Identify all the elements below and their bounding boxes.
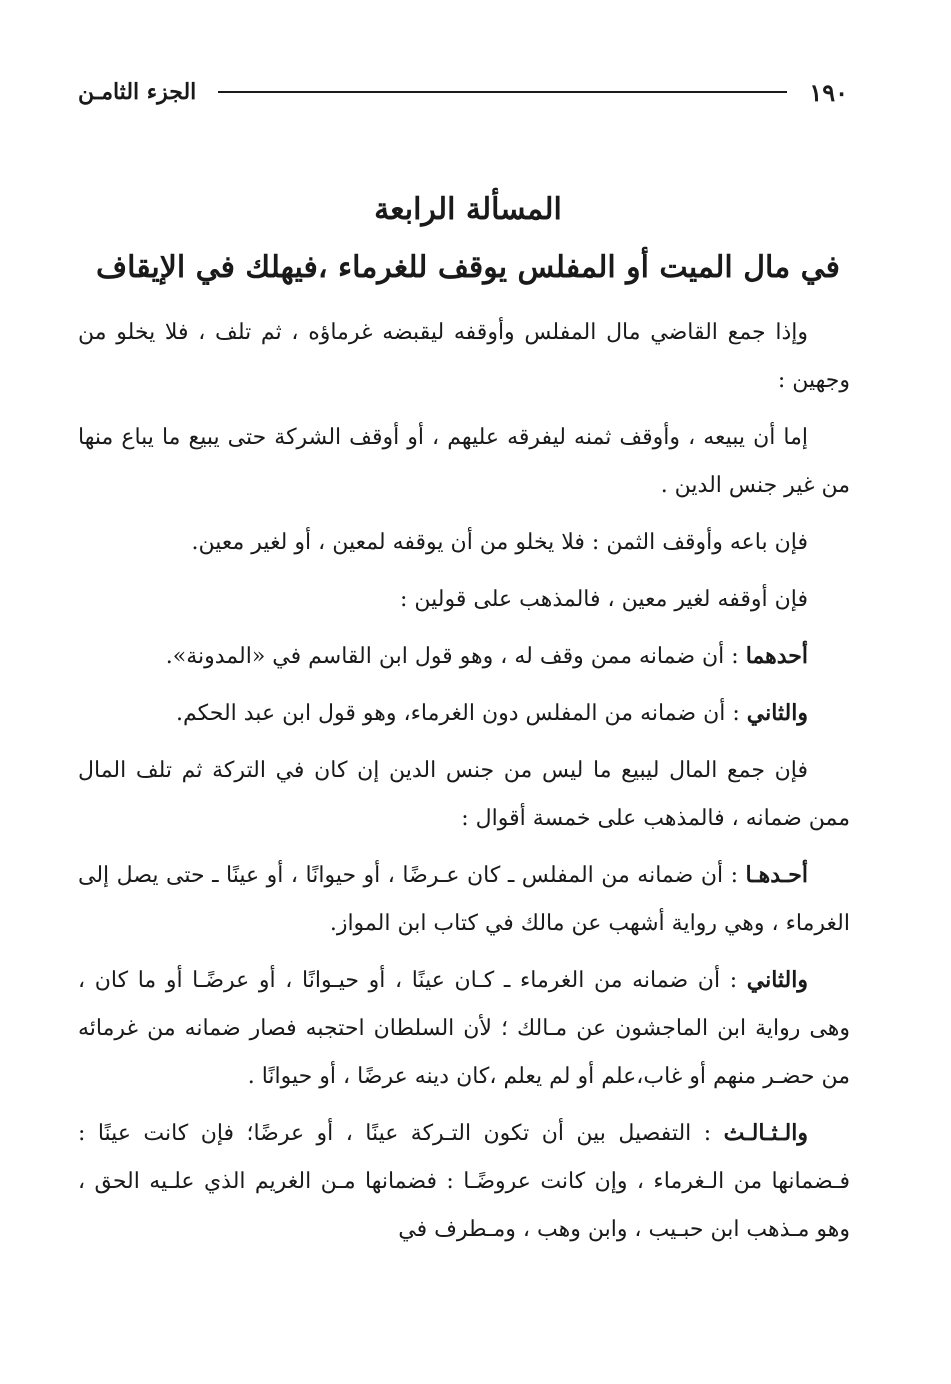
paragraph-text: : أن ضمانه من الغرماء ـ كـان عينًا ، أو حيـوانًا ، أو عرضًـا أو ما كان ، وهى رواية ابن الماجشون عن مـالك ؛ لأن السلطان احتجبه فصار ضمانه من غرمائه من حضـر منهم أو غاب،علم أو لم يعلم ،كان دينه عرضًا ، أو حيوانًا . xyxy=(78,968,850,1089)
paragraph xyxy=(78,851,850,948)
volume-label: الجزء الثامـن xyxy=(78,79,197,105)
paragraph-term: والثاني xyxy=(746,700,808,726)
paragraph-text: : أن ضمانه ممن وقف له ، وهو قول ابن القاسم في «المدونة». xyxy=(165,644,746,669)
running-header xyxy=(78,72,848,112)
paragraph-text: فإن جمع المال ليبيع ما ليس من جنس الدين إن كان في التركة ثم تلف المال ممن ضمانه ، فالمذهب على خمسة أقوال : xyxy=(78,758,850,831)
paragraph-text: : أن ضمانه من المفلس ـ كان عـرضًا ، أو حيوانًا ، أو عينًا ـ حتى يصل إلى الغرماء ، وهي رواية أشهب عن مالك في كتاب ابن المواز. xyxy=(78,863,850,936)
paragraph xyxy=(78,413,850,510)
paragraph-term: أحـدهـا xyxy=(745,862,808,888)
paragraph-text: : التفصيل بين أن تكون التـركة عينًا ، أو عرضًا؛ فإن كانت عينًا : فـضمانها من الـغرماء ، وإن كانت عروضًـا : فضمانها مـن الغريم الذي علـيه الحق ، وهو مـذهب ابن حبـيب ، وابن وهب ، ومـطرف في xyxy=(78,1121,850,1242)
paragraph xyxy=(78,1109,850,1254)
section-title: المسألة الرابعة xyxy=(374,192,562,227)
section-subtitle: في مال الميت أو المفلس يوقف للغرماء ،فيهلك في الإيقاف xyxy=(95,250,840,285)
paragraph-term: والـثـالـث xyxy=(723,1120,808,1146)
paragraph-text: : أن ضمانه من المفلس دون الغرماء، وهو قول ابن عبد الحكم. xyxy=(175,701,747,726)
paragraph-term: والثاني xyxy=(746,967,808,993)
page-number: ١٩٠ xyxy=(809,77,848,107)
paragraph xyxy=(78,575,850,624)
header-rule xyxy=(218,91,787,93)
paragraph-text: إما أن يبيعه ، وأوقف ثمنه ليفرقه عليهم ، أو أوقف الشركة حتى يبيع ما يباع منها من غير جنس الدين . xyxy=(78,425,850,498)
paragraph xyxy=(78,518,850,567)
paragraph-text: فإن باعه وأوقف الثمن : فلا يخلو من أن يوقفه لمعين ، أو لغير معين. xyxy=(191,530,808,555)
paragraph-text: فإن أوقفه لغير معين ، فالمذهب على قولين : xyxy=(400,587,808,612)
paragraph-term: أحدهما xyxy=(745,643,808,669)
paragraph-text: وإذا جمع القاضي مال المفلس وأوقفه ليقبضه غرماؤه ، ثم تلف ، فلا يخلو من وجهين : xyxy=(78,320,850,393)
paragraph xyxy=(78,308,850,405)
paragraph xyxy=(78,746,850,843)
paragraph xyxy=(78,689,850,738)
body-text xyxy=(78,308,850,1262)
paragraph xyxy=(78,632,850,681)
paragraph xyxy=(78,956,850,1101)
